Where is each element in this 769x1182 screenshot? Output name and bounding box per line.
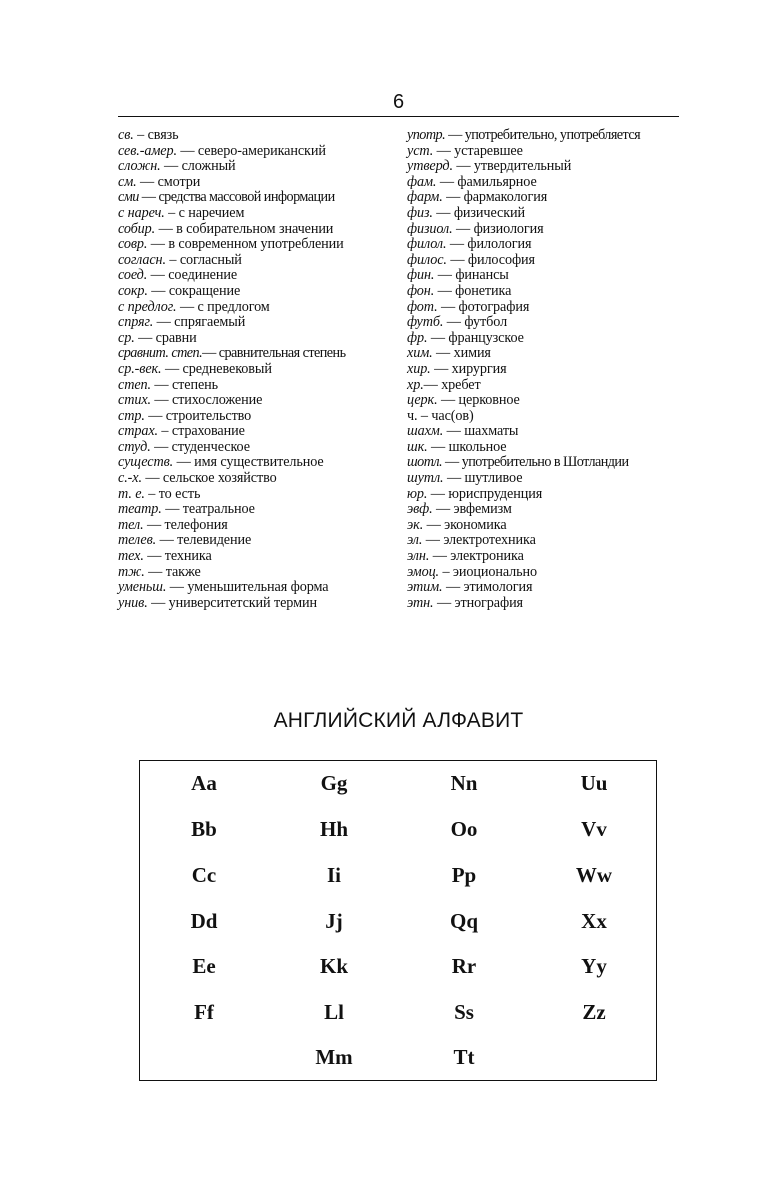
- abbreviation-term: ч.: [407, 407, 418, 424]
- abbreviation-meaning: с наречием: [178, 204, 245, 221]
- abbreviation-meaning: фамильярное: [457, 173, 537, 190]
- abbreviation-entry: [118, 393, 398, 409]
- abbreviation-entry: [118, 253, 398, 269]
- abbreviation-meaning: уменьшительная форма: [187, 579, 329, 596]
- abbreviation-meaning: этимология: [463, 579, 533, 596]
- abbreviation-entry: [407, 175, 679, 191]
- abbreviation-term: церк.: [407, 392, 438, 409]
- abbreviation-dash: —: [436, 173, 458, 190]
- abbreviation-entry: [407, 144, 679, 160]
- alphabet-letter: Kk: [319, 954, 348, 978]
- alphabet-letter: Ll: [324, 1000, 344, 1024]
- alphabet-letter: Zz: [582, 1000, 606, 1024]
- abbreviation-entry: [407, 268, 679, 284]
- alphabet-table: [139, 760, 657, 1081]
- alphabet-letter: Cc: [191, 863, 217, 887]
- abbreviation-entry: [118, 487, 398, 503]
- abbreviation-entry: [407, 222, 679, 238]
- abbreviation-meaning: телевидение: [177, 532, 252, 549]
- abbreviation-meaning: сельское хозяйство: [162, 470, 277, 487]
- abbreviation-term: тех.: [118, 548, 144, 565]
- abbreviation-entry: [118, 502, 398, 518]
- abbreviation-entry: [407, 284, 679, 300]
- abbreviation-entry: [407, 409, 679, 425]
- abbreviation-meaning: средневековый: [182, 360, 272, 377]
- abbreviation-entry: [118, 440, 398, 456]
- alphabet-letter: Vv: [581, 817, 607, 841]
- page-number: 6: [392, 91, 405, 113]
- abbreviation-term: фин.: [407, 267, 435, 284]
- alphabet-letter: Jj: [325, 909, 343, 933]
- abbreviation-term: фарм.: [407, 189, 443, 206]
- abbreviation-entry: [118, 144, 398, 160]
- abbreviation-term: юр.: [407, 485, 428, 502]
- alphabet-letter: Rr: [451, 954, 477, 978]
- abbreviation-dash: –: [144, 485, 159, 502]
- abbreviation-dash: —: [446, 251, 468, 268]
- abbreviation-term: спряг.: [118, 314, 154, 331]
- abbreviation-term: телев.: [118, 532, 157, 549]
- abbreviation-entry: [407, 378, 679, 394]
- abbreviation-term: употр.: [407, 127, 446, 143]
- abbreviation-meaning: северо-американский: [197, 142, 326, 159]
- abbreviation-entry: [118, 471, 398, 487]
- abbreviation-term: эл.: [407, 532, 423, 549]
- abbreviation-meaning: техника: [164, 548, 212, 565]
- abbreviation-entry: [407, 596, 679, 612]
- abbreviation-dash: —: [446, 236, 468, 253]
- abbreviation-dash: —: [429, 548, 451, 565]
- abbreviation-meaning: также: [165, 563, 201, 580]
- abbreviation-meaning: употребительно в Шотландии: [461, 454, 629, 471]
- abbreviation-meaning: юриспруденция: [448, 485, 543, 502]
- abbreviation-entry: [407, 565, 679, 581]
- abbreviation-term: шк.: [407, 438, 428, 455]
- abbreviation-meaning: средства массовой информации: [158, 189, 335, 206]
- abbreviation-entry: [118, 409, 398, 425]
- abbreviation-term: эвф.: [407, 501, 433, 518]
- abbreviation-term: физ.: [407, 204, 433, 221]
- abbreviation-dash: —: [176, 142, 198, 159]
- abbreviation-dash: —: [427, 329, 449, 346]
- abbreviation-term: филос.: [407, 251, 447, 268]
- abbreviation-entry: [118, 362, 398, 378]
- abbreviation-meaning: университетский термин: [168, 594, 317, 611]
- abbreviation-term: элн.: [407, 548, 430, 565]
- abbreviation-entry: [407, 549, 679, 565]
- abbreviation-meaning: утвердительный: [473, 158, 572, 175]
- abbreviation-term: стих.: [118, 392, 151, 409]
- abbreviation-meaning: школьное: [448, 438, 507, 455]
- abbreviation-entry: [407, 424, 679, 440]
- abbreviation-entry: [118, 565, 398, 581]
- abbreviation-term: совр.: [118, 236, 148, 253]
- abbreviation-dash: —: [442, 454, 462, 471]
- abbreviation-term: стр.: [118, 407, 145, 424]
- abbreviation-meaning: французское: [448, 329, 524, 346]
- abbreviation-term: эк.: [407, 516, 424, 533]
- abbreviation-term: фр.: [407, 329, 428, 346]
- abbreviations-right-column: [407, 128, 679, 611]
- alphabet-letter: Ee: [192, 954, 216, 978]
- abbreviation-dash: —: [153, 314, 175, 331]
- abbreviation-dash: —: [147, 267, 169, 284]
- abbreviation-meaning: электротехника: [443, 532, 536, 549]
- abbreviation-dash: —: [176, 298, 198, 315]
- abbreviation-term: согласн.: [118, 251, 166, 268]
- abbreviation-term: сравнит. степ.: [118, 345, 203, 362]
- abbreviation-meaning: спрягаемый: [174, 314, 246, 331]
- alphabet-letter: Hh: [319, 817, 348, 841]
- abbreviation-meaning: шахматы: [464, 423, 519, 440]
- abbreviation-dash: —: [147, 282, 169, 299]
- abbreviation-dash: —: [161, 360, 183, 377]
- abbreviation-term: физиол.: [407, 220, 453, 237]
- abbreviation-entry: [407, 237, 679, 253]
- abbreviation-dash: –: [133, 127, 148, 143]
- alphabet-letter: Uu: [580, 771, 608, 795]
- abbreviation-term: с предлог.: [118, 298, 177, 315]
- abbreviation-entry: [118, 533, 398, 549]
- abbreviation-dash: —: [155, 220, 177, 237]
- abbreviation-term: собир.: [118, 220, 156, 237]
- abbreviation-dash: —: [442, 189, 464, 206]
- abbreviation-term: с нареч.: [118, 204, 165, 221]
- header-rule: [118, 116, 679, 117]
- abbreviation-dash: –: [157, 423, 172, 440]
- abbreviation-entry: [407, 580, 679, 596]
- abbreviation-meaning: употребительно, употребляется: [464, 127, 641, 143]
- abbreviation-term: этим.: [407, 579, 443, 596]
- abbreviation-term: сев.-амер.: [118, 142, 177, 159]
- abbreviation-entry: [407, 159, 679, 175]
- abbreviation-meaning: этнография: [454, 594, 523, 611]
- abbreviation-meaning: электроника: [450, 548, 524, 565]
- abbreviation-dash: —: [156, 532, 178, 549]
- alphabet-letter: Xx: [581, 909, 607, 933]
- abbreviation-meaning: философия: [467, 251, 535, 268]
- abbreviation-meaning: студенческое: [171, 438, 250, 455]
- abbreviation-term: утверд.: [407, 158, 453, 175]
- abbreviation-entry: [407, 502, 679, 518]
- abbreviation-entry: [407, 471, 679, 487]
- abbreviation-entry: [118, 175, 398, 191]
- alphabet-letter: Qq: [449, 909, 478, 933]
- abbreviation-term: уст.: [407, 142, 434, 159]
- abbreviation-meaning: связь: [147, 127, 179, 143]
- alphabet-letter: Dd: [190, 909, 218, 933]
- abbreviation-term: хир.: [407, 360, 431, 377]
- abbreviation-entry: [118, 206, 398, 222]
- alphabet-letter: Pp: [451, 863, 477, 887]
- abbreviation-dash: —: [141, 470, 163, 487]
- abbreviation-dash: —: [432, 345, 454, 362]
- abbreviation-dash: —: [430, 360, 452, 377]
- abbreviation-entry: [407, 190, 679, 206]
- alphabet-letter: Ww: [575, 863, 613, 887]
- abbreviation-entry: [118, 159, 398, 175]
- abbreviation-term: см.: [118, 173, 137, 190]
- abbreviation-meaning: хирургия: [451, 360, 507, 377]
- abbreviation-dash: —: [423, 516, 445, 533]
- abbreviation-dash: —: [143, 548, 165, 565]
- abbreviation-entry: [407, 331, 679, 347]
- abbreviation-entry: [118, 424, 398, 440]
- abbreviation-term: унив.: [118, 594, 148, 611]
- abbreviation-entry: [407, 128, 679, 144]
- abbreviation-term: ср.-век.: [118, 360, 162, 377]
- abbreviation-term: театр.: [118, 501, 162, 518]
- abbreviation-entry: [118, 455, 398, 471]
- abbreviation-dash: –: [439, 563, 453, 580]
- abbreviation-term: тж.: [118, 563, 145, 580]
- abbreviation-term: шотл.: [407, 454, 443, 471]
- abbreviation-dash: —: [427, 485, 449, 502]
- abbreviation-dash: —: [427, 438, 449, 455]
- abbreviation-meaning: филология: [467, 236, 532, 253]
- abbreviation-meaning: фармакология: [463, 189, 548, 206]
- abbreviation-entry: [118, 518, 398, 534]
- abbreviation-meaning: сравнительная степень: [218, 345, 346, 362]
- abbreviation-entry: [407, 346, 679, 362]
- abbreviation-entry: [407, 315, 679, 331]
- alphabet-heading: АНГЛИЙСКИЙ АЛФАВИТ: [273, 709, 524, 732]
- abbreviation-meaning: экономика: [444, 516, 507, 533]
- abbreviation-entry: [118, 378, 398, 394]
- abbreviation-meaning: химия: [453, 345, 491, 362]
- abbreviation-dash: —: [434, 267, 456, 284]
- abbreviations-left-column: [118, 128, 398, 611]
- abbreviation-term: филол.: [407, 236, 447, 253]
- alphabet-letter: Ss: [454, 1000, 474, 1024]
- abbreviation-entry: [407, 533, 679, 549]
- abbreviation-term: сложн.: [118, 158, 161, 175]
- abbreviation-dash: —: [452, 158, 474, 175]
- abbreviation-meaning: степень: [171, 376, 219, 393]
- abbreviation-entry: [407, 393, 679, 409]
- abbreviation-meaning: физиология: [473, 220, 544, 237]
- abbreviation-dash: —: [173, 454, 195, 471]
- abbreviation-dash: —: [432, 501, 454, 518]
- abbreviation-dash: —: [443, 314, 465, 331]
- abbreviation-term: степ.: [118, 376, 151, 393]
- abbreviation-dash: —: [433, 142, 455, 159]
- abbreviation-meaning: соединение: [168, 267, 238, 284]
- abbreviation-dash: —: [423, 376, 442, 393]
- abbreviation-dash: –: [164, 204, 179, 221]
- abbreviation-meaning: страхование: [171, 423, 245, 440]
- abbreviation-entry: [407, 300, 679, 316]
- abbreviation-entry: [118, 128, 398, 144]
- abbreviation-dash: –: [417, 407, 432, 424]
- abbreviation-entry: [118, 190, 398, 206]
- alphabet-letter: Ii: [326, 863, 341, 887]
- abbreviation-meaning: сложный: [181, 158, 236, 175]
- abbreviation-term: фам.: [407, 173, 437, 190]
- abbreviation-meaning: имя существительное: [194, 454, 324, 471]
- abbreviation-meaning: физический: [453, 204, 525, 221]
- abbreviation-dash: —: [433, 594, 455, 611]
- abbreviation-dash: –: [165, 251, 180, 268]
- abbreviation-dash: —: [138, 189, 159, 206]
- abbreviation-dash: —: [442, 579, 464, 596]
- abbreviation-meaning: стихосложение: [171, 392, 263, 409]
- abbreviation-entry: [118, 549, 398, 565]
- abbreviation-dash: —: [144, 407, 166, 424]
- abbreviation-entry: [407, 487, 679, 503]
- abbreviation-term: фон.: [407, 282, 435, 299]
- abbreviation-meaning: то есть: [158, 485, 201, 502]
- abbreviation-entry: [407, 362, 679, 378]
- abbreviation-entry: [118, 222, 398, 238]
- abbreviation-dash: —: [150, 376, 172, 393]
- abbreviation-entry: [118, 331, 398, 347]
- abbreviation-entry: [118, 315, 398, 331]
- abbreviation-term: ср.: [118, 329, 135, 346]
- abbreviation-dash: —: [422, 532, 444, 549]
- abbreviation-term: с.-х.: [118, 470, 142, 487]
- abbreviation-term: этн.: [407, 594, 434, 611]
- alphabet-letter: Oo: [450, 817, 478, 841]
- abbreviation-meaning: церковное: [458, 392, 520, 409]
- abbreviation-dash: —: [445, 127, 465, 143]
- alphabet-letter: Gg: [320, 771, 348, 795]
- abbreviation-term: соед.: [118, 267, 148, 284]
- abbreviation-term: студ.: [118, 438, 151, 455]
- abbreviation-entry: [118, 237, 398, 253]
- abbreviation-dash: —: [434, 282, 456, 299]
- abbreviation-dash: —: [202, 345, 219, 362]
- abbreviation-entry: [407, 455, 679, 471]
- abbreviation-entry: [118, 284, 398, 300]
- abbreviation-term: св.: [118, 127, 134, 143]
- abbreviation-term: хим.: [407, 345, 433, 362]
- abbreviation-dash: —: [437, 392, 459, 409]
- abbreviation-dash: —: [166, 579, 188, 596]
- alphabet-letter: Bb: [191, 817, 217, 841]
- abbreviation-dash: —: [437, 298, 459, 315]
- abbreviation-dash: —: [160, 158, 182, 175]
- abbreviation-meaning: строительство: [165, 407, 252, 424]
- abbreviation-meaning: шутливое: [464, 470, 523, 487]
- abbreviation-dash: —: [144, 563, 166, 580]
- abbreviation-meaning: в современном употреблении: [168, 236, 344, 253]
- abbreviation-term: уменьш.: [118, 579, 167, 596]
- abbreviation-meaning: финансы: [455, 267, 509, 284]
- abbreviation-term: эмоц.: [407, 563, 440, 580]
- abbreviation-dash: —: [136, 173, 158, 190]
- abbreviation-entry: [118, 300, 398, 316]
- abbreviation-meaning: час(ов): [431, 407, 474, 424]
- abbreviation-entry: [407, 440, 679, 456]
- abbreviation-dash: —: [443, 423, 465, 440]
- abbreviation-meaning: сокращение: [168, 282, 241, 299]
- abbreviation-meaning: с предлогом: [197, 298, 270, 315]
- abbreviation-dash: —: [147, 236, 169, 253]
- abbreviation-term: тел.: [118, 516, 144, 533]
- abbreviation-meaning: сравни: [155, 329, 197, 346]
- abbreviation-dash: —: [147, 594, 169, 611]
- abbreviation-meaning: фонетика: [455, 282, 512, 299]
- abbreviation-meaning: театральное: [182, 501, 255, 518]
- abbreviation-entry: [118, 596, 398, 612]
- abbreviation-meaning: устаревшее: [454, 142, 523, 159]
- abbreviation-term: страх.: [118, 423, 158, 440]
- abbreviation-term: фот.: [407, 298, 438, 315]
- abbreviation-dash: —: [161, 501, 183, 518]
- abbreviation-meaning: телефония: [164, 516, 228, 533]
- alphabet-letter: Tt: [453, 1045, 475, 1069]
- alphabet-letter: Yy: [581, 954, 607, 978]
- abbreviation-term: сми: [118, 189, 139, 206]
- alphabet-letter: Ff: [194, 1000, 214, 1024]
- abbreviation-meaning: эвфемизм: [453, 501, 512, 518]
- alphabet-letter: Aa: [191, 771, 217, 795]
- abbreviation-term: шахм.: [407, 423, 444, 440]
- abbreviation-entry: [407, 518, 679, 534]
- abbreviation-meaning: согласный: [179, 251, 242, 268]
- alphabet-letter: Mm: [315, 1045, 353, 1069]
- abbreviation-meaning: в собирательном значении: [176, 220, 334, 237]
- abbreviation-term: хр.: [407, 376, 424, 393]
- abbreviation-meaning: футбол: [464, 314, 508, 331]
- abbreviation-term: футб.: [407, 314, 444, 331]
- abbreviation-dash: —: [432, 204, 454, 221]
- abbreviation-entry: [118, 346, 398, 362]
- abbreviation-dash: —: [150, 438, 172, 455]
- abbreviation-dash: —: [134, 329, 156, 346]
- abbreviation-meaning: хребет: [441, 376, 481, 393]
- abbreviation-dash: —: [443, 470, 465, 487]
- abbreviation-term: т. е.: [118, 485, 145, 502]
- abbreviation-dash: —: [143, 516, 165, 533]
- abbreviation-dash: —: [150, 392, 172, 409]
- abbreviation-entry: [407, 206, 679, 222]
- alphabet-letter: Nn: [450, 771, 478, 795]
- abbreviation-dash: —: [452, 220, 474, 237]
- abbreviation-term: шутл.: [407, 470, 444, 487]
- abbreviation-term: существ.: [118, 454, 174, 471]
- abbreviation-term: сокр.: [118, 282, 148, 299]
- abbreviation-entry: [407, 253, 679, 269]
- abbreviation-entry: [118, 580, 398, 596]
- abbreviation-meaning: фотография: [458, 298, 530, 315]
- abbreviation-meaning: эиоционально: [452, 563, 538, 580]
- abbreviation-entry: [118, 268, 398, 284]
- abbreviation-meaning: смотри: [157, 173, 201, 190]
